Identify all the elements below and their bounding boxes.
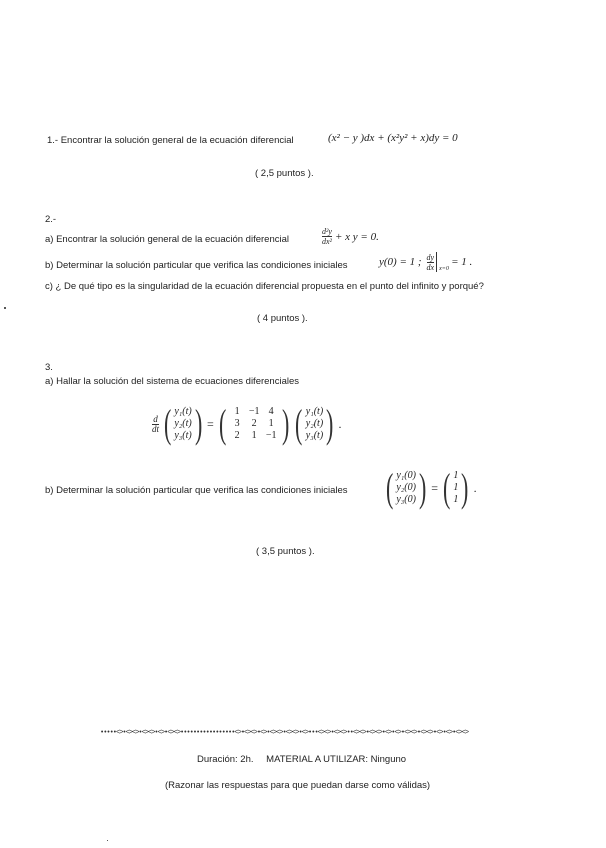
q2-b-eval-bar: [436, 252, 449, 272]
right-paren: ): [282, 401, 290, 446]
vec-right-entry: y₁(t): [305, 406, 324, 417]
q2-points: ( 4 puntos ).: [257, 313, 308, 324]
init-val-entry: 1: [453, 470, 459, 481]
q2-a-frac-num: d²y: [322, 227, 332, 236]
q1-points: ( 2,5 puntos ).: [255, 168, 314, 179]
matrix-cell: 3: [234, 418, 240, 429]
q3-deriv-den: dt: [152, 423, 160, 434]
q3-points: ( 3,5 puntos ).: [256, 546, 315, 557]
q2-a-frac-den: dx²: [322, 237, 332, 246]
q2-a-equation: [322, 227, 379, 246]
q3-number: 3.: [45, 362, 53, 373]
footer-material: MATERIAL A UTILIZAR: Ninguno: [266, 754, 407, 765]
q2-b-sub: x=0: [439, 266, 449, 272]
init-vec-entry: y₃(0): [396, 494, 416, 505]
q3-b-text: b) Determinar la solución particular que verifica las condiciones iniciales: [45, 485, 348, 496]
q2-b-cond2: = 1 .: [451, 256, 473, 268]
left-paren: (: [385, 465, 394, 510]
init-vec-entry: y₂(0): [396, 482, 416, 493]
matrix-cell: 2: [251, 418, 257, 429]
q2-b-fraction: [427, 253, 435, 272]
footer-note: (Razonar las respuestas para que puedan darse como válidas): [165, 780, 431, 791]
matrix-cell: 1: [234, 406, 240, 417]
matrix-cell: −1: [265, 430, 277, 441]
left-paren: (: [295, 401, 303, 446]
footer-divider: •••••<>•<><>•<><>•<>•<><>•••••••••••••••••<>•<><>•<>•<><>•<><>•<>•••<><>•<><>••<><>•<><>•<>•<>•<><>•<><>•<>•<>•<><>: [100, 729, 469, 737]
q1-equation: (x² − y )dx + (x²y² + x)dy = 0: [328, 132, 458, 144]
q3-init-end-dot: .: [473, 480, 477, 495]
q1-text: 1.- Encontrar la solución general de la ecuación diferencial: [47, 135, 294, 146]
q3-derivative: [152, 415, 159, 434]
q3-init-vals: [453, 470, 458, 506]
vec-right-entry: y₃(t): [305, 430, 324, 441]
q3-initial-conditions: [383, 465, 479, 510]
q2-c-text: c) ¿ De qué tipo es la singularidad de la ecuación diferencial propuesta en el punto del infinito y porqué?: [45, 281, 484, 292]
q2-b-conditions: [379, 252, 472, 272]
right-paren: ): [461, 465, 469, 510]
vec-left-entry: y₃(t): [174, 430, 192, 441]
scan-speck: [107, 840, 108, 841]
matrix-cell: 1: [268, 418, 274, 429]
q3-init-vec: [396, 470, 416, 506]
vec-right-entry: y₂(t): [305, 418, 324, 429]
q2-number: 2.-: [45, 214, 57, 225]
q2-a-rest: + x y = 0.: [334, 230, 379, 243]
vec-left-entry: y₁(t): [174, 406, 192, 417]
q3-system: [152, 401, 343, 446]
q3-matrix: [229, 406, 279, 442]
init-val-entry: 1: [453, 482, 459, 493]
q3-init-eq-sign: =: [431, 480, 439, 495]
q2-a-fraction: [322, 227, 332, 246]
left-paren: (: [443, 465, 451, 510]
init-vec-entry: y₁(0): [396, 470, 416, 481]
footer-duration: Duración: 2h.: [197, 754, 254, 765]
q2-b-frac-den: dx: [426, 262, 435, 272]
right-paren: ): [418, 465, 427, 510]
q3-deriv-num: d: [153, 413, 158, 424]
right-paren: ): [326, 401, 334, 446]
matrix-cell: 4: [268, 406, 274, 417]
vec-left-entry: y₂(t): [174, 418, 192, 429]
q3-vec-right: [306, 406, 323, 442]
q3-a-text: a) Hallar la solución del sistema de ecuaciones diferenciales: [45, 376, 299, 387]
q2-b-frac-num: dy: [426, 252, 435, 262]
q3-end-dot: .: [338, 416, 342, 431]
q3-vec-left: [174, 406, 191, 442]
init-val-entry: 1: [453, 494, 459, 505]
right-paren: ): [194, 401, 203, 446]
matrix-cell: 1: [251, 430, 257, 441]
q2-a-text: a) Encontrar la solución general de la ecuación diferencial: [45, 234, 289, 245]
q2-b-text: b) Determinar la solución particular que verifica las condiciones iniciales: [45, 260, 348, 271]
matrix-cell: 2: [234, 430, 240, 441]
matrix-cell: −1: [248, 406, 260, 417]
footer-info: [197, 754, 406, 765]
scan-speck: [4, 307, 6, 309]
left-paren: (: [218, 401, 227, 446]
q3-eq-sign: =: [207, 416, 214, 431]
left-paren: (: [164, 401, 172, 446]
q2-b-cond1: y(0) = 1 ;: [379, 256, 422, 268]
